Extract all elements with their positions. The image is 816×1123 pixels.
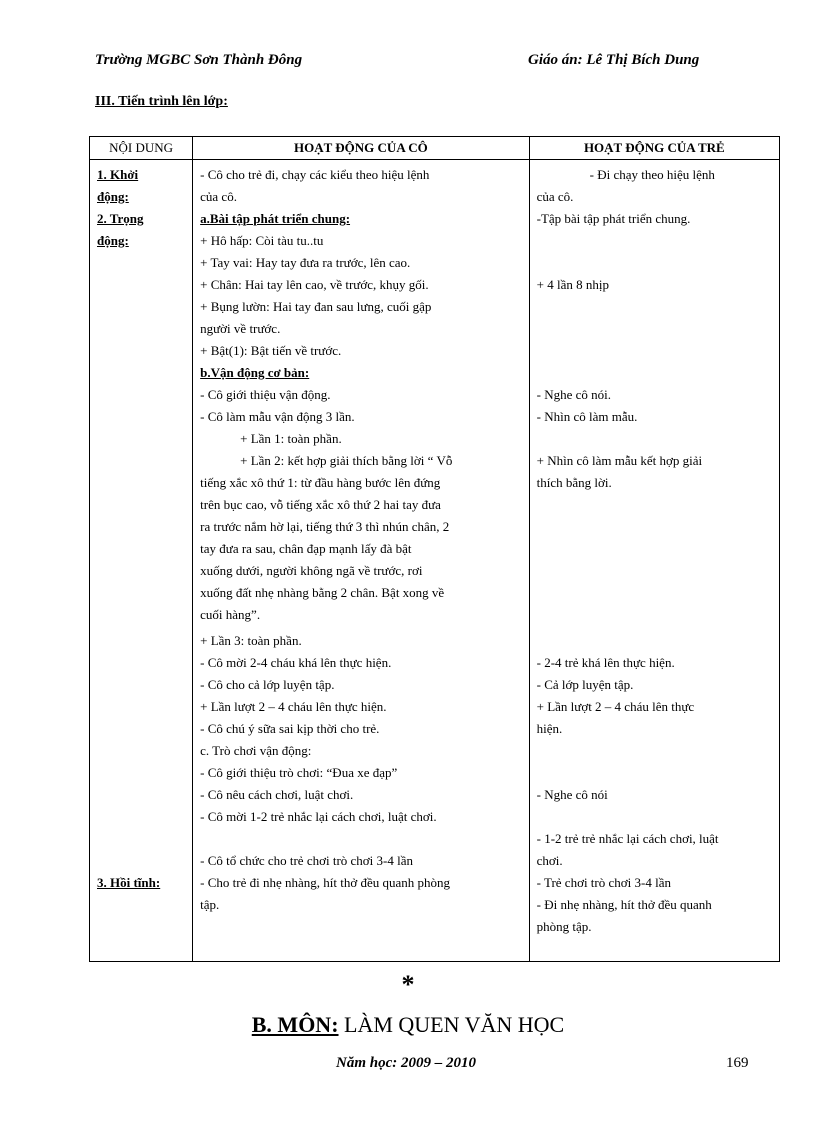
child-cell [529, 160, 779, 962]
teacher-line: - Cô giới thiệu trò chơi: “Đua xe đạp” [200, 765, 398, 780]
child-line: - Nghe cô nói [536, 787, 608, 802]
school-year: Năm học: 2009 – 2010 [336, 1055, 476, 1071]
label-warmup-2: động: [97, 189, 129, 204]
teacher-line: trên bục cao, vỗ tiếng xắc xô thứ 2 hai tay đưa [200, 497, 441, 512]
child-line: - Nhìn cô làm mẫu. [536, 409, 638, 424]
teacher-line: + Lần 1: toàn phần. [240, 431, 342, 446]
content-cell [90, 160, 193, 962]
teacher-line: + Hô hấp: Còi tàu tu..tu [200, 233, 324, 248]
child-line: - 2-4 trẻ khá lên thực hiện. [536, 655, 675, 670]
child-line: - Cả lớp luyện tập. [536, 677, 634, 692]
child-line: hiện. [536, 721, 563, 736]
teacher-line: cuối hàng”. [200, 607, 261, 622]
child-line: - Đi nhẹ nhàng, hít thở đều quanh [536, 897, 712, 912]
teacher-line: - Cô làm mẫu vận động 3 lần. [200, 409, 355, 424]
teacher-line: + Tay vai: Hay tay đưa ra trước, lên cao. [200, 255, 411, 270]
teacher-line: + Lần 3: toàn phần. [200, 633, 302, 648]
child-line: - Đi chạy theo hiệu lệnh [589, 167, 715, 182]
teacher-line: + Bụng lườn: Hai tay đan sau lưng, cuối gập [200, 299, 432, 314]
header-teacher: HOẠT ĐỘNG CỦA CÔ [193, 137, 529, 160]
teacher-line: tập. [200, 897, 220, 912]
teacher-line: - Cô cho trẻ đi, chạy các kiểu theo hiệu lệnh [200, 167, 430, 182]
subject-name: LÀM QUEN VĂN HỌC [338, 1012, 565, 1037]
subject-title [0, 1012, 816, 1038]
subject-prefix: B. MÔN: [251, 1012, 339, 1037]
table-body-row [90, 160, 780, 962]
teacher-line: ra trước nắm hờ lại, tiếng thứ 3 thì nhún chân, 2 [200, 519, 450, 534]
child-line: - Nghe cô nói. [536, 387, 611, 402]
teacher-line: + Bật(1): Bật tiến về trước. [200, 343, 342, 358]
teacher-line: xuống đất nhẹ nhàng bằng 2 chân. Bật xong về [200, 585, 445, 600]
teacher-line: c. Trò chơi vận động: [200, 743, 312, 758]
teacher-line: tay đưa ra sau, chân đạp mạnh lấy đà bật [200, 541, 412, 556]
teacher-line: - Cô giới thiệu vận động. [200, 387, 331, 402]
teacher-line: - Cô chú ý sữa sai kịp thời cho trẻ. [200, 721, 380, 736]
teacher-line: - Cô mời 1-2 trẻ nhắc lại cách chơi, luật chơi. [200, 809, 437, 824]
teacher-line: + Lần lượt 2 – 4 cháu lên thực hiện. [200, 699, 387, 714]
teacher-line: xuống dưới, người không ngã về trước, rơi [200, 563, 423, 578]
child-line: -Tập bài tập phát triển chung. [536, 211, 691, 226]
teacher-line: - Cô cho cả lớp luyện tập. [200, 677, 335, 692]
teacher-name: Giáo án: Lê Thị Bích Dung [528, 52, 700, 68]
teacher-line: - Cô mời 2-4 cháu khá lên thực hiện. [200, 655, 392, 670]
separator-star: * [401, 970, 415, 999]
table-header-row [90, 137, 780, 160]
child-line: + 4 lần 8 nhịp [536, 277, 609, 292]
header-child: HOẠT ĐỘNG CỦA TRẺ [529, 137, 779, 160]
child-line: của cô. [536, 189, 574, 204]
school-name: Trường MGBC Sơn Thành Đông [95, 52, 303, 68]
label-main-1: 2. Trọng [97, 211, 144, 226]
teacher-line: + Lần 2: kết hợp giải thích bằng lời “ Vỗ [240, 453, 453, 468]
child-line: thích bằng lời. [536, 475, 612, 490]
teacher-cell [193, 160, 529, 962]
child-line: - 1-2 trẻ trẻ nhắc lại cách chơi, luật [536, 831, 719, 846]
child-line: phòng tập. [536, 919, 592, 934]
teacher-line: - Cô tổ chức cho trẻ chơi trò chơi 3-4 lần [200, 853, 413, 868]
child-line: + Nhìn cô làm mẫu kết hợp giải [536, 453, 703, 468]
page-number: 169 [726, 1055, 749, 1071]
label-warmup-1: 1. Khởi [97, 167, 139, 182]
label-cooldown: 3. Hồi tĩnh: [97, 875, 161, 890]
teacher-line: tiếng xắc xô thứ 1: từ đầu hàng bước lên đứng [200, 475, 441, 490]
teacher-line: - Cho trẻ đi nhẹ nhàng, hít thở đều quanh phòng [200, 875, 451, 890]
child-line: chơi. [536, 853, 563, 868]
child-line: - Trẻ chơi trò chơi 3-4 lần [536, 875, 671, 890]
section-title: III. Tiến trình lên lớp: [95, 94, 228, 109]
header-content: NỘI DUNG [90, 137, 193, 160]
teacher-line: của cô. [200, 189, 237, 204]
child-line: + Lần lượt 2 – 4 cháu lên thực [536, 699, 695, 714]
teacher-line: - Cô nêu cách chơi, luật chơi. [200, 787, 354, 802]
teacher-subheading: a.Bài tập phát triển chung: [200, 211, 351, 226]
lesson-table [89, 136, 780, 962]
teacher-line: + Chân: Hai tay lên cao, về trước, khụy gối. [200, 277, 429, 292]
teacher-line: người về trước. [200, 321, 281, 336]
teacher-subheading: b.Vận động cơ bản: [200, 365, 310, 380]
label-main-2: động: [97, 233, 129, 248]
